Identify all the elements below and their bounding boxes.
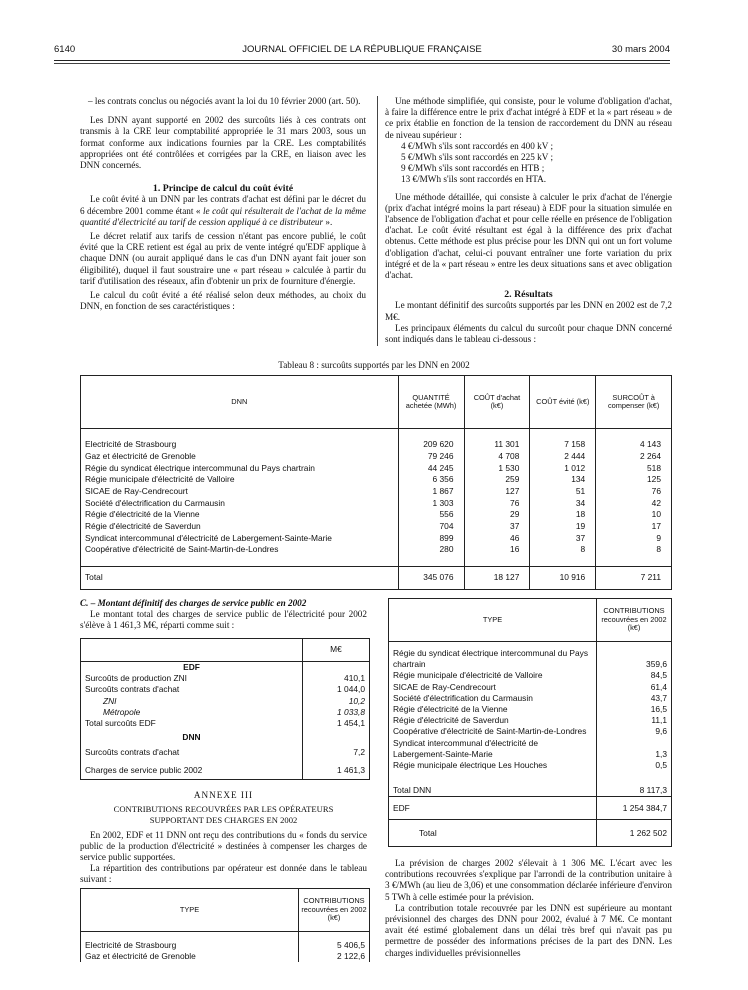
cell: 10,2 bbox=[303, 696, 370, 707]
table-row bbox=[389, 797, 672, 820]
cell-name: Coopérative d'électricité de Saint-Martin-de-Londres bbox=[393, 726, 587, 737]
cell: 43,7 bbox=[597, 693, 672, 704]
cell: 518 bbox=[596, 462, 672, 474]
cell: 1 044,0 bbox=[303, 684, 370, 695]
table-row bbox=[389, 715, 672, 726]
total-row bbox=[81, 566, 672, 589]
cell-name: Total DNN bbox=[389, 771, 597, 797]
column-header: QUANTITÉ achetée (MWh) bbox=[398, 376, 464, 429]
table-row bbox=[389, 760, 672, 771]
cell: 51 bbox=[530, 486, 596, 498]
paragraph bbox=[80, 194, 366, 228]
list-item: 5 €/MWh s'ils sont raccordés en 225 kV ; bbox=[401, 152, 554, 163]
annexe-subtitle: CONTRIBUTIONS RECOUVRÉES PAR LES OPÉRATEURS SUPPORTANT DES CHARGES EN 2002 bbox=[113, 804, 334, 826]
table-charges-service-public bbox=[80, 638, 370, 780]
page-number: 6140 bbox=[54, 44, 76, 55]
column-header: TYPE bbox=[389, 599, 597, 642]
cell-name: Régie d'électricité de Saverdun bbox=[85, 521, 201, 532]
table-contributions-right bbox=[388, 598, 672, 847]
text-run: ». bbox=[323, 216, 333, 227]
cell-name: SICAE de Ray-Cendrecourt bbox=[85, 485, 188, 496]
section-heading: 1. Principe de calcul du coût évité bbox=[152, 183, 294, 195]
section-title: C. – Montant définitif des charges de service public en 2002 bbox=[80, 598, 307, 608]
issue-date: 30 mars 2004 bbox=[611, 44, 670, 55]
cell: 2 264 bbox=[596, 451, 672, 463]
paragraph: La contribution totale recouvrée par les DNN est supérieure au montant prévisionnel des charges des DNN pour 2002, évalué à 7 M€. Ce montant avait été estimé globalement dans un délai très bref qui n'avait pas pu permettre de posséder des informations précises de la part des DNN. Les charges individuelles prévisionnelles bbox=[385, 902, 672, 958]
group-label: EDF bbox=[183, 662, 200, 672]
cell: 11 301 bbox=[464, 439, 530, 451]
right-column-bottom bbox=[385, 858, 672, 959]
paragraph: En 2002, EDF et 11 DNN ont reçu des contributions du « fonds du service public de la production d'électricité » destinées à compenser les charges de service public supportées. bbox=[80, 829, 367, 863]
spacer-row bbox=[81, 429, 672, 440]
section-heading: 2. Résultats bbox=[504, 289, 553, 301]
column-header: COÛT évité (k€) bbox=[530, 376, 596, 429]
cell: 16 bbox=[464, 544, 530, 556]
cell: 9 bbox=[596, 533, 672, 545]
cell: 7,2 bbox=[303, 743, 370, 761]
cell-name: Métropole bbox=[103, 706, 141, 717]
cell: 44 245 bbox=[398, 462, 464, 474]
cell: 6 356 bbox=[398, 474, 464, 486]
cell-name: Société d'électrification du Carmausin bbox=[85, 497, 225, 508]
cell-name: ZNI bbox=[103, 695, 117, 706]
paragraph: Le montant total des charges de service public de l'électricité pour 2002 s'élève à 1 461,3 M€, réparti comme suit : bbox=[80, 609, 367, 631]
table-header-row bbox=[81, 889, 370, 932]
cell: 79 246 bbox=[398, 451, 464, 463]
total-row bbox=[81, 761, 370, 780]
cell-name: Régie du syndicat électrique intercommunal du Pays chartrain bbox=[85, 462, 315, 473]
cell: 899 bbox=[398, 533, 464, 545]
paragraph: Les DNN ayant supporté en 2002 des surcoûts liés à ces contrats ont transmis à la CRE leur comptabilité appropriée le 31 mars 2003, sous un format conforme aux indications fournies par la CRE. Les comptabilités appropriées ont été contrôlées et corrigées par la CRE, en liaison avec les DNN concernés. bbox=[80, 115, 366, 171]
paragraph: Le décret relatif aux tarifs de cession n'étant pas encore publié, le coût évité que la CRE retient est égal au prix de vente intégré qu'EDF applique à chaque DNN (ou aurait appliqué dans le cas d'un DNN ayant fait jouer son éligibilité), duquel il faut soustraire une « part réseau » calculée à partir du tarif d'utilisation des réseaux, afin d'obtenir un prix de fourniture d'énergie. bbox=[80, 231, 366, 286]
cell: 1 262 502 bbox=[597, 820, 672, 847]
cell: 1 254 384,7 bbox=[597, 797, 672, 820]
cell-name: Total bbox=[81, 566, 399, 589]
cell-name: Société d'électrification du Carmausin bbox=[393, 692, 533, 703]
cell: 127 bbox=[464, 486, 530, 498]
table-row bbox=[81, 743, 370, 761]
text-run: Le coût évité à un DNN par les contrats d'achat est défini par le décret du 6 décembre 2001 comme étant « bbox=[80, 194, 366, 216]
table-row bbox=[389, 642, 672, 671]
table-row bbox=[81, 462, 672, 474]
spacer-row bbox=[81, 556, 672, 567]
section-c bbox=[80, 598, 367, 632]
cell: 1 303 bbox=[398, 497, 464, 509]
table-row bbox=[389, 682, 672, 693]
column-header: TYPE bbox=[81, 889, 299, 932]
cell: 0,5 bbox=[597, 760, 672, 771]
table-row bbox=[81, 718, 370, 729]
cell: 134 bbox=[530, 474, 596, 486]
group-row bbox=[81, 729, 370, 743]
cell: 7 158 bbox=[530, 439, 596, 451]
cell: 46 bbox=[464, 533, 530, 545]
table-row bbox=[81, 696, 370, 707]
cell: 359,6 bbox=[597, 642, 672, 671]
left-column-top bbox=[80, 96, 366, 312]
cell: 17 bbox=[596, 521, 672, 533]
table-row bbox=[81, 509, 672, 521]
group-row bbox=[81, 662, 370, 674]
cell: 76 bbox=[464, 497, 530, 509]
cell: 1 530 bbox=[464, 462, 530, 474]
cell: 4 143 bbox=[596, 439, 672, 451]
cell: 8 117,3 bbox=[597, 771, 672, 797]
total-row bbox=[389, 820, 672, 847]
cell-name: Total bbox=[419, 827, 437, 838]
table-row bbox=[81, 474, 672, 486]
table-row bbox=[389, 693, 672, 704]
cell: 42 bbox=[596, 497, 672, 509]
table-row bbox=[81, 707, 370, 718]
right-column-top bbox=[385, 96, 672, 345]
cell: 37 bbox=[464, 521, 530, 533]
cell: 76 bbox=[596, 486, 672, 498]
table-row bbox=[81, 451, 672, 463]
cell: 8 bbox=[596, 544, 672, 556]
table-contributions-left bbox=[80, 888, 370, 962]
cell-name: Charges de service public 2002 bbox=[85, 764, 203, 775]
table-row bbox=[81, 673, 370, 684]
cell-name: Régie municipale d'électricité de Valloire bbox=[393, 670, 543, 681]
header-rule-thin bbox=[54, 63, 670, 64]
column-divider bbox=[377, 96, 378, 346]
cell-name: Régie d'électricité de Saverdun bbox=[393, 715, 509, 726]
list-item: 4 €/MWh s'ils sont raccordés en 400 kV ; bbox=[401, 140, 554, 151]
cell-name: Electricité de Strasbourg bbox=[85, 439, 177, 450]
cell: 556 bbox=[398, 509, 464, 521]
cell: 1 012 bbox=[530, 462, 596, 474]
header-rule bbox=[54, 60, 670, 61]
list-item: 13 €/MWh s'ils sont raccordés en HTA. bbox=[401, 174, 547, 185]
table-row bbox=[81, 497, 672, 509]
cell-name: SICAE de Ray-Cendrecourt bbox=[393, 681, 496, 692]
total-row bbox=[389, 771, 672, 797]
cell: 19 bbox=[530, 521, 596, 533]
cell: 410,1 bbox=[303, 673, 370, 684]
paragraph: Le montant définitif des surcoûts supportés par les DNN en 2002 est de 7,2 M€. bbox=[385, 300, 672, 322]
table-header-row bbox=[389, 599, 672, 642]
cell: 1 867 bbox=[398, 486, 464, 498]
cell: 5 406,5 bbox=[299, 932, 370, 952]
annexe-title: ANNEXE III bbox=[193, 790, 254, 800]
group-label: DNN bbox=[182, 732, 201, 743]
table-caption: Tableau 8 : surcoûts supportés par les DNN en 2002 bbox=[278, 360, 470, 370]
cell-name: Surcoûts contrats d'achat bbox=[85, 684, 180, 695]
paragraph: – les contrats conclus ou négociés avant la loi du 10 février 2000 (art. 50). bbox=[88, 96, 361, 106]
table-header-row bbox=[81, 376, 672, 429]
cell-name: Régie du syndicat électrique intercommunal du Pays chartrain bbox=[393, 648, 589, 670]
cell: 209 620 bbox=[398, 439, 464, 451]
cell: 704 bbox=[398, 521, 464, 533]
column-header: COÛT d'achat (k€) bbox=[464, 376, 530, 429]
table-row bbox=[389, 670, 672, 681]
paragraph: La prévision de charges 2002 s'élevait à 1 306 M€. L'écart avec les contributions recouvrées s'explique par l'arrondi de la contribution unitaire à 3 €/MWh (au lieu de 3,06) et une consommation déclarée inférieure d'environ 5 TWh à celle estimée pour la prévision. bbox=[385, 858, 672, 902]
cell: 34 bbox=[530, 497, 596, 509]
table-row bbox=[81, 521, 672, 533]
cell: 7 211 bbox=[596, 566, 672, 589]
table-row bbox=[81, 439, 672, 451]
table-surcouts-dnn bbox=[80, 375, 672, 590]
table-row bbox=[389, 704, 672, 715]
cell: 9,6 bbox=[597, 726, 672, 737]
cell-name: Surcoûts contrats d'achat bbox=[85, 746, 180, 757]
cell: 259 bbox=[464, 474, 530, 486]
cell: 2 444 bbox=[530, 451, 596, 463]
table-row bbox=[81, 544, 672, 556]
unit-header: M€ bbox=[303, 639, 370, 662]
cell: 29 bbox=[464, 509, 530, 521]
cell-name: EDF bbox=[389, 797, 597, 820]
cell-name: Syndicat intercommunal d'électricité de Labergement-Sainte-Marie bbox=[85, 532, 332, 543]
table-row bbox=[81, 533, 672, 545]
cell: 280 bbox=[398, 544, 464, 556]
cell: 61,4 bbox=[597, 682, 672, 693]
cell-name: Coopérative d'électricité de Saint-Martin-de-Londres bbox=[85, 544, 279, 555]
cell-name: Total surcoûts EDF bbox=[85, 718, 156, 729]
column-header: CONTRIBUTIONS recouvrées en 2002 (k€) bbox=[299, 889, 370, 932]
cell: 4 708 bbox=[464, 451, 530, 463]
table-row bbox=[389, 726, 672, 737]
cell: 10 916 bbox=[530, 566, 596, 589]
cell: 125 bbox=[596, 474, 672, 486]
paragraph: La répartition des contributions par opérateur est donnée dans le tableau suivant : bbox=[80, 863, 367, 885]
cell: 1 033,8 bbox=[303, 707, 370, 718]
cell: 16,5 bbox=[597, 704, 672, 715]
cell: 18 bbox=[530, 509, 596, 521]
cell: 2 122,6 bbox=[299, 951, 370, 962]
table-row bbox=[81, 486, 672, 498]
page-header bbox=[54, 44, 670, 58]
column-header: DNN bbox=[81, 376, 399, 429]
cell-name: Surcoûts de production ZNI bbox=[85, 673, 187, 684]
cell: 11,1 bbox=[597, 715, 672, 726]
table-row bbox=[81, 951, 370, 962]
cell: 10 bbox=[596, 509, 672, 521]
cell-name: Syndicat intercommunal d'électricité de Labergement-Sainte-Marie bbox=[393, 737, 538, 759]
table-row bbox=[81, 684, 370, 695]
column-header: CONTRIBUTIONS recouvrées en 2002 (k€) bbox=[597, 599, 672, 642]
tariff-list bbox=[385, 141, 672, 186]
cell-name: Régie municipale électrique Les Houches bbox=[393, 760, 548, 771]
paragraph: Une méthode détaillée, qui consiste à calculer le prix d'achat de l'énergie (prix d'achat intégré moins la part réseau) à EDF pour la situation simulée en l'absence de l'obligation d'achat et pour celle réelle en présence de l'obligation d'achat. Le coût évité résultant est égal à la différence des prix d'achat obtenus. Cette méthode est plus précise pour les DNN qui ont un fort volume d'obligation d'achat, celui-ci pouvant entraîner une forte variation du prix intégré et de la « part réseau » entre les deux situations sans et avec obligation d'achat. bbox=[385, 191, 673, 281]
paragraph: Une méthode simplifiée, qui consiste, pour le volume d'obligation d'achat, à faire la différence entre le prix d'achat intégré à EDF et la « part réseau » de ce prix établie en fonction de la tension de raccordement du DNN au réseau de niveau supérieur : bbox=[385, 96, 672, 140]
cell-name: Régie d'électricité de la Vienne bbox=[85, 509, 200, 520]
cell-name: Régie d'électricité de la Vienne bbox=[393, 704, 508, 715]
paragraph: Les principaux éléments du calcul du surcoût pour chaque DNN concerné sont indiqués dans le tableau ci-dessous : bbox=[385, 322, 672, 345]
cell: 1,3 bbox=[597, 738, 672, 760]
cell: 345 076 bbox=[398, 566, 464, 589]
cell: 1 461,3 bbox=[303, 761, 370, 780]
cell: 18 127 bbox=[464, 566, 530, 589]
paragraph: Le calcul du coût évité a été réalisé selon deux méthodes, au choix du DNN, en fonction de ses caractéristiques : bbox=[80, 290, 366, 312]
column-header: SURCOÛT à compenser (k€) bbox=[596, 376, 672, 429]
table-header-row bbox=[81, 639, 370, 662]
cell: 37 bbox=[530, 533, 596, 545]
quote-italic: le coût qui résulterait de l'achat de la même quantité d'électricité au tarif de cession appliqué à ce distributeur bbox=[80, 205, 367, 227]
cell-name: Electricité de Strasbourg bbox=[85, 940, 177, 950]
cell-name: Gaz et électricité de Grenoble bbox=[85, 450, 196, 461]
annexe-iii bbox=[80, 790, 367, 886]
table-row bbox=[81, 932, 370, 952]
cell: 84,5 bbox=[597, 670, 672, 681]
table-row bbox=[389, 738, 672, 760]
cell: 8 bbox=[530, 544, 596, 556]
journal-title: JOURNAL OFFICIEL DE LA RÉPUBLIQUE FRANÇAISE bbox=[242, 44, 482, 55]
cell-name: Gaz et électricité de Grenoble bbox=[85, 951, 196, 962]
cell: 1 454,1 bbox=[303, 718, 370, 729]
cell-name: Régie municipale d'électricité de Valloire bbox=[85, 474, 235, 485]
list-item: 9 €/MWh s'ils sont raccordés en HTB ; bbox=[401, 163, 545, 174]
